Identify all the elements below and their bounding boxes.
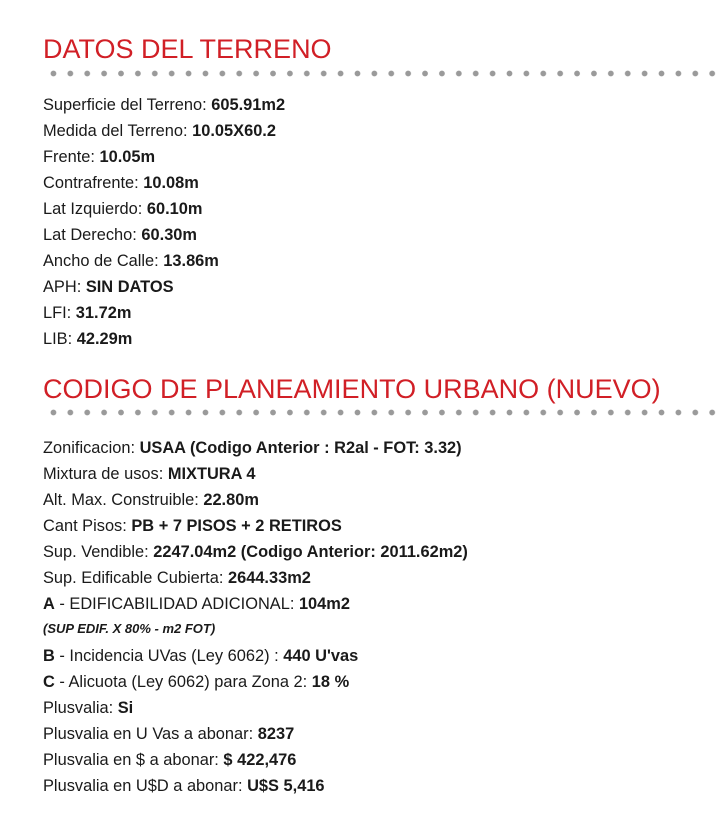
item-letter: C (43, 673, 55, 691)
info-row-sup-edificable (43, 568, 311, 588)
row-label: Zonificacion: (43, 439, 140, 457)
info-row-lfi (43, 303, 131, 323)
row-value: SIN DATOS (85, 278, 174, 296)
row-label: - Alicuota (Ley 6062) para Zona 2: (54, 673, 312, 691)
row-value: U$S 5,416 (247, 777, 325, 795)
info-row-incidencia-uvas (43, 646, 358, 666)
row-value: 10.05X60.2 (192, 122, 276, 140)
row-label: Plusvalia en U Vas a abonar: (43, 725, 258, 743)
row-value: $ 422,476 (223, 751, 297, 769)
info-row-sup-vendible (43, 542, 468, 562)
section-title-datos-terreno: DATOS DEL TERRENO (43, 34, 332, 64)
row-label: Superficie del Terreno: (43, 96, 212, 114)
row-value: MIXTURA 4 (167, 465, 256, 483)
row-label: Medida del Terreno: (43, 122, 193, 140)
info-row-lat-izquierdo (43, 199, 202, 219)
row-label: APH: (43, 278, 86, 296)
info-row-alicuota (43, 672, 349, 692)
row-value: 60.30m (141, 226, 197, 244)
item-letter: A (43, 595, 55, 613)
row-label: - Incidencia UVas (Ley 6062) : (54, 647, 284, 665)
row-value: 22.80m (203, 491, 259, 509)
info-row-alt-max (43, 490, 259, 510)
item-letter: B (43, 647, 55, 665)
row-value: USAA (Codigo Anterior : R2al - FOT: 3.32) (139, 439, 462, 457)
row-label: Sup. Vendible: (43, 543, 154, 561)
row-value: 18 % (311, 673, 350, 691)
row-value: 605.91m2 (211, 96, 286, 114)
row-label: Frente: (43, 148, 100, 166)
info-row-lib (43, 329, 132, 349)
row-label: LFI: (43, 304, 76, 322)
row-label: LIB: (43, 330, 77, 348)
info-row-edificabilidad-adicional (43, 594, 350, 614)
info-row-plusvalia-usd (43, 776, 325, 796)
info-row-medida (43, 121, 276, 141)
dotted-divider (45, 70, 724, 77)
row-value: 10.08m (143, 174, 199, 192)
row-value: 13.86m (163, 252, 219, 270)
info-row-plusvalia (43, 698, 133, 718)
info-row-plusvalia-uvas (43, 724, 294, 744)
row-value: 2644.33m2 (227, 569, 311, 587)
edificabilidad-note: (SUP EDIF. X 80% - m2 FOT) (43, 621, 216, 636)
info-row-zonificacion (43, 438, 462, 458)
dotted-divider (45, 409, 724, 416)
row-label: Cant Pisos: (43, 517, 132, 535)
row-label: Lat Derecho: (43, 226, 142, 244)
row-label: Lat Izquierdo: (43, 200, 147, 218)
section-title-codigo-planeamiento: CODIGO DE PLANEAMIENTO URBANO (NUEVO) (43, 374, 661, 404)
row-value: PB + 7 PISOS + 2 RETIROS (131, 517, 342, 535)
info-row-lat-derecho (43, 225, 197, 245)
info-row-plusvalia-pesos (43, 750, 296, 770)
row-label: Sup. Edificable Cubierta: (43, 569, 228, 587)
info-row-contrafrente (43, 173, 199, 193)
row-value: 440 U'vas (283, 647, 359, 665)
row-label: Mixtura de usos: (43, 465, 168, 483)
row-value: 8237 (257, 725, 295, 743)
row-label: Plusvalia: (43, 699, 118, 717)
row-value: 42.29m (76, 330, 133, 348)
row-label: Ancho de Calle: (43, 252, 164, 270)
info-row-mixtura (43, 464, 256, 484)
row-label: Plusvalia en $ a abonar: (43, 751, 224, 769)
info-row-frente (43, 147, 155, 167)
row-value: 2247.04m2 (Codigo Anterior: 2011.62m2) (153, 543, 468, 561)
row-value: Si (117, 699, 134, 717)
row-value: 104m2 (298, 595, 350, 613)
info-row-ancho-calle (43, 251, 219, 271)
row-value: 31.72m (75, 304, 132, 322)
row-label: Contrafrente: (43, 174, 144, 192)
row-value: 60.10m (146, 200, 203, 218)
info-row-superficie (43, 95, 285, 115)
row-value: 10.05m (99, 148, 156, 166)
info-row-cant-pisos (43, 516, 342, 536)
row-label: Alt. Max. Construible: (43, 491, 204, 509)
row-label: Plusvalia en U$D a abonar: (43, 777, 248, 795)
row-label: - EDIFICABILIDAD ADICIONAL: (54, 595, 299, 613)
info-row-aph (43, 277, 174, 297)
